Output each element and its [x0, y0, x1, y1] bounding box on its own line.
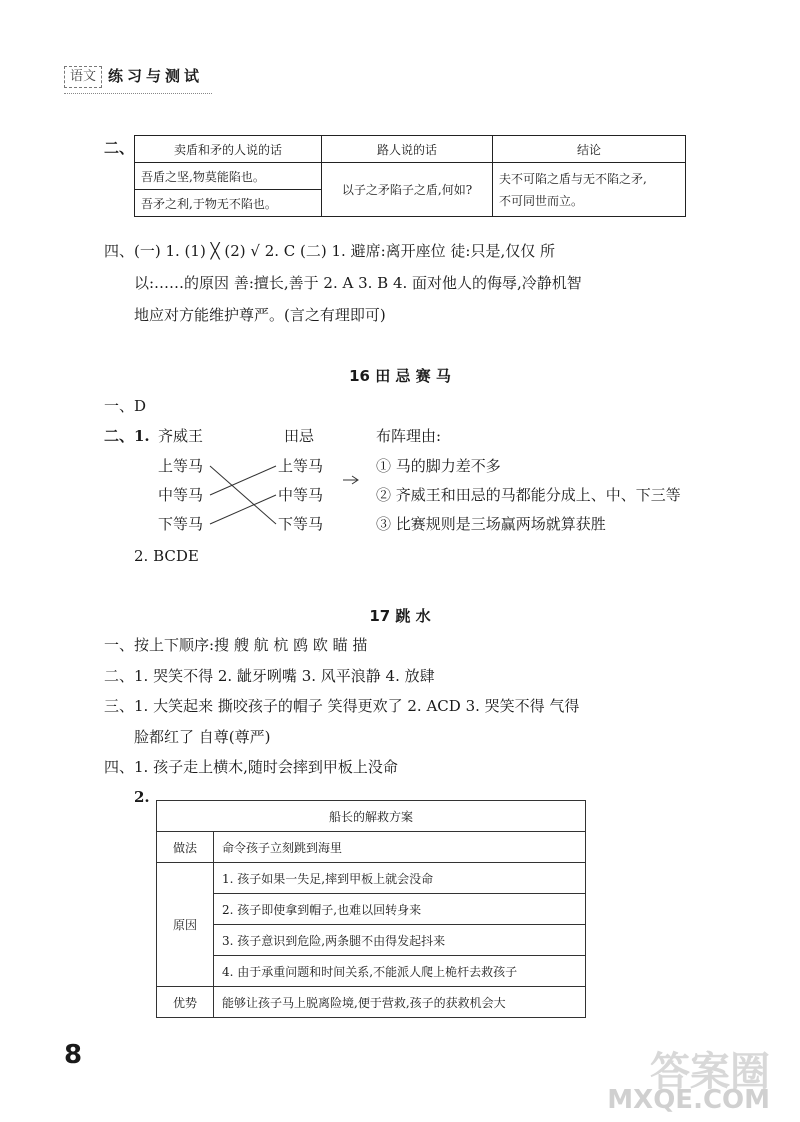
lesson17-line-5: 四、1. 孩子走上横木,随时会摔到甲板上没命: [104, 758, 398, 776]
table2-title: 船长的解救方案: [157, 801, 586, 832]
lesson17-line-1: 一、按上下顺序:搜 艘 航 杭 鸥 欧 瞄 描: [104, 636, 368, 654]
table1-header-conclusion: 结论: [493, 136, 686, 163]
lesson17-line-4: 脸都红了 自尊(尊严): [134, 728, 271, 746]
reason-1: ① 马的脚力差不多: [376, 457, 501, 475]
lesson16-q2-label: 二、1.: [104, 427, 150, 445]
page-number: 8: [64, 1040, 83, 1070]
lesson17-line-3: 三、1. 大笑起来 撕咬孩子的帽子 笑得更欢了 2. ACD 3. 哭笑不得 气得: [104, 697, 580, 715]
table1-header-seller: 卖盾和矛的人说的话: [135, 136, 322, 163]
lesson16-q2-2: 2. BCDE: [134, 547, 199, 565]
lesson16-q1: 一、D: [104, 397, 147, 415]
section2-label: 二、: [104, 139, 135, 157]
table2-advantage-label: 优势: [157, 987, 214, 1018]
table2-reason-label: 原因: [157, 863, 214, 987]
table1-conclusion-line-1: 夫不可陷之盾与无不陷之矛,: [499, 171, 647, 186]
table1-seller-line-2: 吾矛之利,于物无不陷也。: [135, 190, 322, 217]
q4-line-2: 以:……的原因 善:擅长,善于 2. A 3. B 4. 面对他人的侮辱,冷静机智: [134, 274, 582, 292]
match-line-top-to-bottom: [210, 466, 276, 524]
table2-method-label: 做法: [157, 832, 214, 863]
table2-advantage: 能够让孩子马上脱离险境,便于营救,孩子的获救机会大: [214, 987, 586, 1018]
table1-header-passerby: 路人说的话: [322, 136, 493, 163]
rescue-plan-table: [156, 800, 586, 1018]
king-horse-middle: 中等马: [158, 486, 204, 504]
table2-reason-1: 1. 孩子如果一失足,摔到甲板上就会没命: [214, 863, 586, 894]
lesson17-q4-2-label: 2.: [134, 788, 150, 806]
col-king-label: 齐威王: [158, 427, 204, 445]
king-horse-top: 上等马: [158, 457, 204, 475]
watermark-url: MXQE.COM: [607, 1085, 770, 1115]
tianji-horse-middle: 中等马: [278, 486, 324, 504]
table2-method: 命令孩子立刻跳到海里: [214, 832, 586, 863]
col-tianji-label: 田忌: [284, 427, 315, 445]
q4-line-1: 四、(一) 1. (1) ╳ (2) √ 2. C (二) 1. 避席:离开座位 徒:只是,仅仅 所: [104, 242, 555, 260]
table2-reason-2: 2. 孩子即使拿到帽子,也难以回转身来: [214, 894, 586, 925]
book-title: 练习与测试: [108, 67, 204, 85]
reason-2: ② 齐威王和田忌的马都能分成上、中、下三等: [376, 486, 681, 504]
subject-label: 语文: [64, 66, 102, 88]
table1-seller-line-1: 吾盾之坚,物莫能陷也。: [135, 163, 322, 190]
table2-reason-3: 3. 孩子意识到危险,两条腿不由得发起抖来: [214, 925, 586, 956]
reason-3: ③ 比赛规则是三场赢两场就算获胜: [376, 515, 606, 533]
table1-conclusion-line-2: 不可同世而立。: [499, 193, 584, 208]
match-line-bottom-to-middle: [210, 495, 276, 524]
lesson17-title: 17 跳 水: [369, 607, 431, 625]
table1-passerby-quote: 以子之矛陷子之盾,何如?: [322, 163, 493, 217]
king-horse-bottom: 下等马: [158, 515, 204, 533]
reason-title: 布阵理由:: [376, 427, 442, 445]
table2-reason-4: 4. 由于承重问题和时间关系,不能派人爬上桅杆去救孩子: [214, 956, 586, 987]
lesson16-title: 16 田 忌 赛 马: [349, 367, 451, 385]
q4-line-3: 地应对方能维护尊严。(言之有理即可): [134, 306, 386, 324]
match-line-middle-to-top: [210, 466, 276, 495]
watermark-logo: 答案圈: [650, 1049, 770, 1095]
lesson17-line-2: 二、1. 哭笑不得 2. 龇牙咧嘴 3. 风平浪静 4. 放肆: [104, 667, 435, 685]
tianji-horse-top: 上等马: [278, 457, 324, 475]
tianji-horse-bottom: 下等马: [278, 515, 324, 533]
